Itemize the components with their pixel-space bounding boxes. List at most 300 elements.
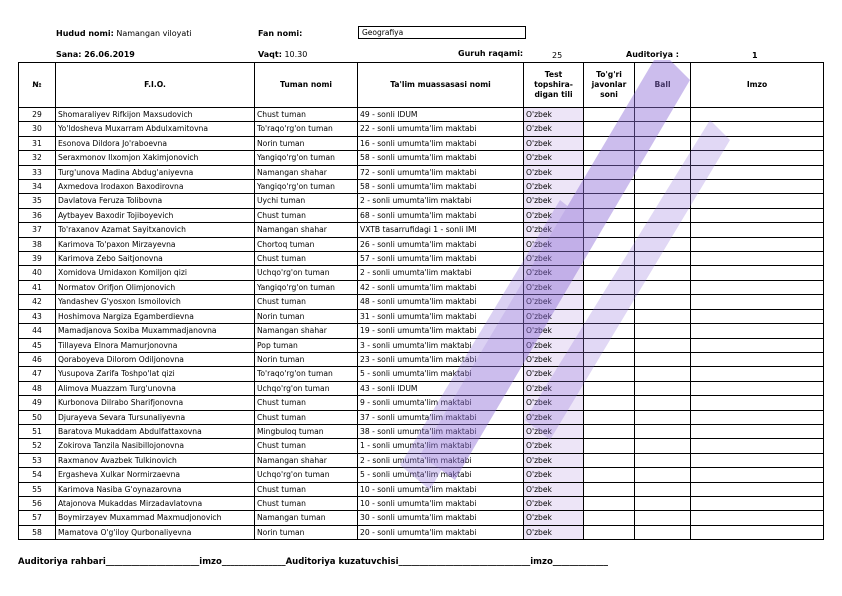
row-correct-answers[interactable] xyxy=(584,136,635,150)
row-correct-answers[interactable] xyxy=(584,468,635,482)
row-district: Namangan shahar xyxy=(255,223,358,237)
row-correct-answers[interactable] xyxy=(584,396,635,410)
row-fullname: Mamadjanova Soxiba Muxammadjanovna xyxy=(56,324,255,338)
row-number: 54 xyxy=(19,468,56,482)
table-row xyxy=(19,453,824,467)
row-correct-answers[interactable] xyxy=(584,223,635,237)
row-district: Chust tuman xyxy=(255,496,358,510)
observer-sign-line[interactable]: _______________________________ xyxy=(398,557,531,567)
row-fullname: Kurbonova Dilrabo Sharifjonovna xyxy=(56,396,255,410)
table-row xyxy=(19,367,824,381)
row-number: 40 xyxy=(19,266,56,280)
row-score[interactable] xyxy=(635,194,691,208)
table-row xyxy=(19,468,824,482)
row-district: Yangiqo'rg'on tuman xyxy=(255,280,358,294)
row-number: 58 xyxy=(19,525,56,539)
row-signature[interactable] xyxy=(691,108,824,122)
row-score[interactable] xyxy=(635,396,691,410)
row-number: 34 xyxy=(19,180,56,194)
row-correct-answers[interactable] xyxy=(584,453,635,467)
row-score[interactable] xyxy=(635,439,691,453)
row-number: 43 xyxy=(19,309,56,323)
row-number: 52 xyxy=(19,439,56,453)
row-school: 37 - sonli umumta'lim maktabi xyxy=(358,410,524,424)
row-language: O'zbek xyxy=(524,295,584,309)
row-fullname: Karimova Nasiba G'oynazarovna xyxy=(56,482,255,496)
row-number: 55 xyxy=(19,482,56,496)
row-language: O'zbek xyxy=(524,309,584,323)
row-fullname: Boymirzayev Muxammad Maxmudjonovich xyxy=(56,511,255,525)
row-fullname: Raxmanov Avazbek Tulkinovich xyxy=(56,453,255,467)
row-fullname: Yandashev G'yosxon Ismoilovich xyxy=(56,295,255,309)
row-correct-answers[interactable] xyxy=(584,511,635,525)
row-score[interactable] xyxy=(635,252,691,266)
sign-line-2[interactable]: _____________ xyxy=(552,557,609,567)
row-signature[interactable] xyxy=(691,208,824,222)
row-fullname: Karimova Zebo Saitjonovna xyxy=(56,252,255,266)
row-signature[interactable] xyxy=(691,482,824,496)
row-language: O'zbek xyxy=(524,237,584,251)
row-signature[interactable] xyxy=(691,511,824,525)
row-score[interactable] xyxy=(635,410,691,424)
table-row xyxy=(19,424,824,438)
row-signature[interactable] xyxy=(691,424,824,438)
group-value: 25 xyxy=(552,51,563,60)
row-language: O'zbek xyxy=(524,108,584,122)
row-school: 49 - sonli IDUM xyxy=(358,108,524,122)
row-signature[interactable] xyxy=(691,309,824,323)
table-row xyxy=(19,223,824,237)
row-district: Yangiqo'rg'on tuman xyxy=(255,180,358,194)
col-number: № xyxy=(19,63,56,108)
head-sign-line[interactable]: ______________________ xyxy=(105,557,200,567)
row-score[interactable] xyxy=(635,468,691,482)
row-signature[interactable] xyxy=(691,136,824,150)
row-school: 58 - sonli umumta'lim maktabi xyxy=(358,151,524,165)
row-school: VXTB tasarrufidagi 1 - sonli IMI xyxy=(358,223,524,237)
row-score[interactable] xyxy=(635,295,691,309)
row-score[interactable] xyxy=(635,338,691,352)
row-fullname: Axmedova Irodaxon Baxodirovna xyxy=(56,180,255,194)
row-correct-answers[interactable] xyxy=(584,439,635,453)
row-district: Namangan shahar xyxy=(255,324,358,338)
row-signature[interactable] xyxy=(691,122,824,136)
row-school: 2 - sonli umumta'lim maktabi xyxy=(358,453,524,467)
head-label: Auditoriya rahbari xyxy=(18,557,106,567)
row-district: Norin tuman xyxy=(255,136,358,150)
row-number: 32 xyxy=(19,151,56,165)
row-district: Yangiqo'rg'on tuman xyxy=(255,151,358,165)
row-fullname: Hoshimova Nargiza Egamberdievna xyxy=(56,309,255,323)
table-row xyxy=(19,482,824,496)
row-signature[interactable] xyxy=(691,453,824,467)
row-signature[interactable] xyxy=(691,237,824,251)
table-row xyxy=(19,309,824,323)
region-label: Hudud nomi: xyxy=(56,29,114,38)
row-correct-answers[interactable] xyxy=(584,496,635,510)
table-header-row xyxy=(19,63,824,108)
row-district: Namangan shahar xyxy=(255,453,358,467)
row-language: O'zbek xyxy=(524,324,584,338)
table-row xyxy=(19,208,824,222)
row-number: 29 xyxy=(19,108,56,122)
row-school: 72 - sonli umumta'lim maktabi xyxy=(358,165,524,179)
col-fullname: F.I.O. xyxy=(56,63,255,108)
row-fullname: Yo'ldosheva Muxarram Abdulxamitovna xyxy=(56,122,255,136)
row-correct-answers[interactable] xyxy=(584,280,635,294)
row-fullname: Ergasheva Xulkar Normirzaevna xyxy=(56,468,255,482)
region-value: Namangan viloyati xyxy=(116,29,192,38)
row-district: Namangan shahar xyxy=(255,165,358,179)
table-row xyxy=(19,410,824,424)
row-number: 35 xyxy=(19,194,56,208)
table-row xyxy=(19,122,824,136)
row-correct-answers[interactable] xyxy=(584,266,635,280)
row-correct-answers[interactable] xyxy=(584,424,635,438)
row-language: O'zbek xyxy=(524,396,584,410)
table-row xyxy=(19,136,824,150)
row-score[interactable] xyxy=(635,266,691,280)
sign-label: imzo xyxy=(199,557,222,567)
row-district: Uchqo'rg'on tuman xyxy=(255,381,358,395)
table-row xyxy=(19,439,824,453)
row-fullname: To'raxanov Azamat Sayitxanovich xyxy=(56,223,255,237)
row-score[interactable] xyxy=(635,381,691,395)
row-signature[interactable] xyxy=(691,468,824,482)
row-score[interactable] xyxy=(635,122,691,136)
row-language: O'zbek xyxy=(524,208,584,222)
row-fullname: Seraxmonov Ilxomjon Xakimjonovich xyxy=(56,151,255,165)
row-signature[interactable] xyxy=(691,338,824,352)
table-row xyxy=(19,324,824,338)
table-row xyxy=(19,151,824,165)
row-score[interactable] xyxy=(635,511,691,525)
row-language: O'zbek xyxy=(524,280,584,294)
row-correct-answers[interactable] xyxy=(584,525,635,539)
row-district: Chust tuman xyxy=(255,396,358,410)
row-signature[interactable] xyxy=(691,367,824,381)
row-fullname: Alimova Muazzam Turg'unovna xyxy=(56,381,255,395)
row-score[interactable] xyxy=(635,367,691,381)
row-correct-answers[interactable] xyxy=(584,410,635,424)
room-value: 1 xyxy=(752,51,758,60)
row-score[interactable] xyxy=(635,180,691,194)
row-correct-answers[interactable] xyxy=(584,151,635,165)
row-correct-answers[interactable] xyxy=(584,252,635,266)
row-language: O'zbek xyxy=(524,136,584,150)
row-signature[interactable] xyxy=(691,151,824,165)
row-language: O'zbek xyxy=(524,482,584,496)
table-row xyxy=(19,194,824,208)
row-score[interactable] xyxy=(635,237,691,251)
row-correct-answers[interactable] xyxy=(584,295,635,309)
date-label: Sana: 26.06.2019 xyxy=(56,50,135,59)
table-row xyxy=(19,252,824,266)
row-fullname: Aytbayev Baxodir Tojiboyevich xyxy=(56,208,255,222)
row-fullname: Yusupova Zarifa Toshpo'lat qizi xyxy=(56,367,255,381)
row-correct-answers[interactable] xyxy=(584,108,635,122)
row-number: 37 xyxy=(19,223,56,237)
time-line xyxy=(258,50,307,59)
row-district: Chust tuman xyxy=(255,482,358,496)
row-score[interactable] xyxy=(635,496,691,510)
row-language: O'zbek xyxy=(524,252,584,266)
row-number: 53 xyxy=(19,453,56,467)
row-correct-answers[interactable] xyxy=(584,338,635,352)
row-school: 10 - sonli umumta'lim maktabi xyxy=(358,496,524,510)
row-score[interactable] xyxy=(635,324,691,338)
col-signature: Imzo xyxy=(691,63,824,108)
row-district: Uchqo'rg'on tuman xyxy=(255,468,358,482)
table-row xyxy=(19,180,824,194)
row-signature[interactable] xyxy=(691,280,824,294)
row-language: O'zbek xyxy=(524,367,584,381)
row-number: 50 xyxy=(19,410,56,424)
row-signature[interactable] xyxy=(691,410,824,424)
time-value: 10.30 xyxy=(284,50,308,59)
table-row xyxy=(19,525,824,539)
row-school: 68 - sonli umumta'lim maktabi xyxy=(358,208,524,222)
table-row xyxy=(19,511,824,525)
col-correct-answers: To'g'ri javonlar soni xyxy=(584,63,635,108)
row-number: 47 xyxy=(19,367,56,381)
row-correct-answers[interactable] xyxy=(584,194,635,208)
subject-label: Fan nomi: xyxy=(258,29,303,38)
row-score[interactable] xyxy=(635,482,691,496)
room-label: Auditoriya : xyxy=(626,50,679,59)
footer-signatures xyxy=(18,557,608,567)
row-correct-answers[interactable] xyxy=(584,208,635,222)
row-score[interactable] xyxy=(635,453,691,467)
row-district: Chust tuman xyxy=(255,439,358,453)
row-school: 19 - sonli umumta'lim maktabi xyxy=(358,324,524,338)
row-number: 44 xyxy=(19,324,56,338)
row-language: O'zbek xyxy=(524,223,584,237)
row-correct-answers[interactable] xyxy=(584,367,635,381)
row-district: Uchqo'rg'on tuman xyxy=(255,266,358,280)
row-school: 2 - sonli umumta'lim maktabi xyxy=(358,194,524,208)
col-score: Ball xyxy=(635,63,691,108)
row-language: O'zbek xyxy=(524,352,584,366)
row-correct-answers[interactable] xyxy=(584,324,635,338)
row-score[interactable] xyxy=(635,108,691,122)
row-number: 46 xyxy=(19,352,56,366)
row-school: 20 - sonli umumta'lim maktabi xyxy=(358,525,524,539)
row-signature[interactable] xyxy=(691,266,824,280)
row-fullname: Atajonova Mukaddas Mirzadavlatovna xyxy=(56,496,255,510)
row-language: O'zbek xyxy=(524,424,584,438)
participants-table xyxy=(18,62,824,540)
row-correct-answers[interactable] xyxy=(584,381,635,395)
row-language: O'zbek xyxy=(524,496,584,510)
row-language: O'zbek xyxy=(524,381,584,395)
row-language: O'zbek xyxy=(524,410,584,424)
table-row xyxy=(19,165,824,179)
row-number: 31 xyxy=(19,136,56,150)
row-signature[interactable] xyxy=(691,180,824,194)
row-score[interactable] xyxy=(635,424,691,438)
row-fullname: Shomaraliyev Rifkijon Maxsudovich xyxy=(56,108,255,122)
row-language: O'zbek xyxy=(524,122,584,136)
row-district: Chust tuman xyxy=(255,108,358,122)
row-signature[interactable] xyxy=(691,165,824,179)
row-fullname: Karimova To'paxon Mirzayevna xyxy=(56,237,255,251)
row-language: O'zbek xyxy=(524,439,584,453)
sign-label-2: imzo xyxy=(530,557,553,567)
row-district: Norin tuman xyxy=(255,525,358,539)
row-number: 48 xyxy=(19,381,56,395)
row-district: Mingbuloq tuman xyxy=(255,424,358,438)
observer-label: Auditoriya kuzatuvchisi xyxy=(285,557,399,567)
row-score[interactable] xyxy=(635,165,691,179)
row-signature[interactable] xyxy=(691,352,824,366)
row-number: 51 xyxy=(19,424,56,438)
row-score[interactable] xyxy=(635,525,691,539)
row-district: Norin tuman xyxy=(255,352,358,366)
table-row xyxy=(19,280,824,294)
row-school: 42 - sonli umumta'lim maktabi xyxy=(358,280,524,294)
subject-value-box: Geografiya xyxy=(358,26,526,39)
row-school: 58 - sonli umumta'lim maktabi xyxy=(358,180,524,194)
row-school: 3 - sonli umumta'lim maktabi xyxy=(358,338,524,352)
row-score[interactable] xyxy=(635,151,691,165)
row-language: O'zbek xyxy=(524,453,584,467)
row-district: Chust tuman xyxy=(255,208,358,222)
row-score[interactable] xyxy=(635,352,691,366)
table-row xyxy=(19,295,824,309)
sign-line[interactable]: _______________ xyxy=(221,557,286,567)
row-fullname: Xomidova Umidaxon Komiljon qizi xyxy=(56,266,255,280)
row-school: 2 - sonli umumta'lim maktabi xyxy=(358,266,524,280)
row-district: Chust tuman xyxy=(255,410,358,424)
row-correct-answers[interactable] xyxy=(584,482,635,496)
row-number: 39 xyxy=(19,252,56,266)
row-language: O'zbek xyxy=(524,338,584,352)
row-district: To'raqo'rg'on tuman xyxy=(255,122,358,136)
row-district: Namangan tuman xyxy=(255,511,358,525)
row-score[interactable] xyxy=(635,208,691,222)
row-district: Chortoq tuman xyxy=(255,237,358,251)
row-number: 45 xyxy=(19,338,56,352)
row-language: O'zbek xyxy=(524,511,584,525)
row-school: 48 - sonli umumta'lim maktabi xyxy=(358,295,524,309)
row-fullname: Mamatova O'g'iloy Qurbonaliyevna xyxy=(56,525,255,539)
row-score[interactable] xyxy=(635,280,691,294)
row-language: O'zbek xyxy=(524,266,584,280)
col-school: Ta'lim muassasasi nomi xyxy=(358,63,524,108)
row-school: 30 - sonli umumta'lim maktabi xyxy=(358,511,524,525)
table-row xyxy=(19,108,824,122)
col-test-language: Test topshira- digan tili xyxy=(524,63,584,108)
table-row xyxy=(19,381,824,395)
row-school: 9 - sonli umumta'lim maktabi xyxy=(358,396,524,410)
row-fullname: Zokirova Tanzila Nasibillojonovna xyxy=(56,439,255,453)
table-row xyxy=(19,237,824,251)
row-district: Uychi tuman xyxy=(255,194,358,208)
row-number: 30 xyxy=(19,122,56,136)
row-correct-answers[interactable] xyxy=(584,180,635,194)
row-number: 33 xyxy=(19,165,56,179)
row-fullname: Esonova Dildora Jo'raboevna xyxy=(56,136,255,150)
row-signature[interactable] xyxy=(691,194,824,208)
row-school: 31 - sonli umumta'lim maktabi xyxy=(358,309,524,323)
row-number: 56 xyxy=(19,496,56,510)
row-school: 5 - sonli umumta'lim maktabi xyxy=(358,367,524,381)
row-school: 57 - sonli umumta'lim maktabi xyxy=(358,252,524,266)
row-district: Chust tuman xyxy=(255,252,358,266)
group-label: Guruh raqami: xyxy=(458,49,524,58)
row-school: 23 - sonli umumta'lim maktabi xyxy=(358,352,524,366)
row-language: O'zbek xyxy=(524,165,584,179)
row-school: 10 - sonli umumta'lim maktabi xyxy=(358,482,524,496)
row-signature[interactable] xyxy=(691,396,824,410)
row-score[interactable] xyxy=(635,136,691,150)
row-number: 41 xyxy=(19,280,56,294)
table-row xyxy=(19,352,824,366)
row-district: Norin tuman xyxy=(255,309,358,323)
row-school: 22 - sonli umumta'lim maktabi xyxy=(358,122,524,136)
row-language: O'zbek xyxy=(524,468,584,482)
table-row xyxy=(19,396,824,410)
row-language: O'zbek xyxy=(524,525,584,539)
row-fullname: Baratova Mukaddam Abdulfattaxovna xyxy=(56,424,255,438)
row-fullname: Tillayeva Elnora Mamurjonovna xyxy=(56,338,255,352)
row-signature[interactable] xyxy=(691,525,824,539)
row-fullname: Turg'unova Madina Abdug'aniyevna xyxy=(56,165,255,179)
row-fullname: Djurayeva Sevara Tursunaliyevna xyxy=(56,410,255,424)
col-district: Tuman nomi xyxy=(255,63,358,108)
row-signature[interactable] xyxy=(691,252,824,266)
row-language: O'zbek xyxy=(524,151,584,165)
row-number: 42 xyxy=(19,295,56,309)
row-score[interactable] xyxy=(635,309,691,323)
row-district: Chust tuman xyxy=(255,295,358,309)
row-signature[interactable] xyxy=(691,496,824,510)
row-number: 57 xyxy=(19,511,56,525)
row-signature[interactable] xyxy=(691,439,824,453)
row-school: 5 - sonli umumta'lim maktabi xyxy=(358,468,524,482)
row-correct-answers[interactable] xyxy=(584,309,635,323)
row-school: 38 - sonli umumta'lim maktabi xyxy=(358,424,524,438)
row-correct-answers[interactable] xyxy=(584,165,635,179)
row-signature[interactable] xyxy=(691,223,824,237)
row-signature[interactable] xyxy=(691,324,824,338)
row-school: 16 - sonli umumta'lim maktabi xyxy=(358,136,524,150)
row-score[interactable] xyxy=(635,223,691,237)
row-school: 26 - sonli umumta'lim maktabi xyxy=(358,237,524,251)
row-language: O'zbek xyxy=(524,194,584,208)
row-school: 43 - sonli IDUM xyxy=(358,381,524,395)
row-number: 49 xyxy=(19,396,56,410)
row-fullname: Davlatova Feruza Tolibovna xyxy=(56,194,255,208)
row-district: To'raqo'rg'on tuman xyxy=(255,367,358,381)
table-row xyxy=(19,266,824,280)
row-signature[interactable] xyxy=(691,381,824,395)
table-row xyxy=(19,338,824,352)
row-signature[interactable] xyxy=(691,295,824,309)
row-correct-answers[interactable] xyxy=(584,122,635,136)
row-number: 36 xyxy=(19,208,56,222)
time-label: Vaqt: xyxy=(258,50,282,59)
region-line xyxy=(56,29,192,38)
row-language: O'zbek xyxy=(524,180,584,194)
row-correct-answers[interactable] xyxy=(584,237,635,251)
row-fullname: Qoraboyeva Dilorom Odiljonovna xyxy=(56,352,255,366)
row-number: 38 xyxy=(19,237,56,251)
table-row xyxy=(19,496,824,510)
row-school: 1 - sonli umumta'lim maktabi xyxy=(358,439,524,453)
row-correct-answers[interactable] xyxy=(584,352,635,366)
